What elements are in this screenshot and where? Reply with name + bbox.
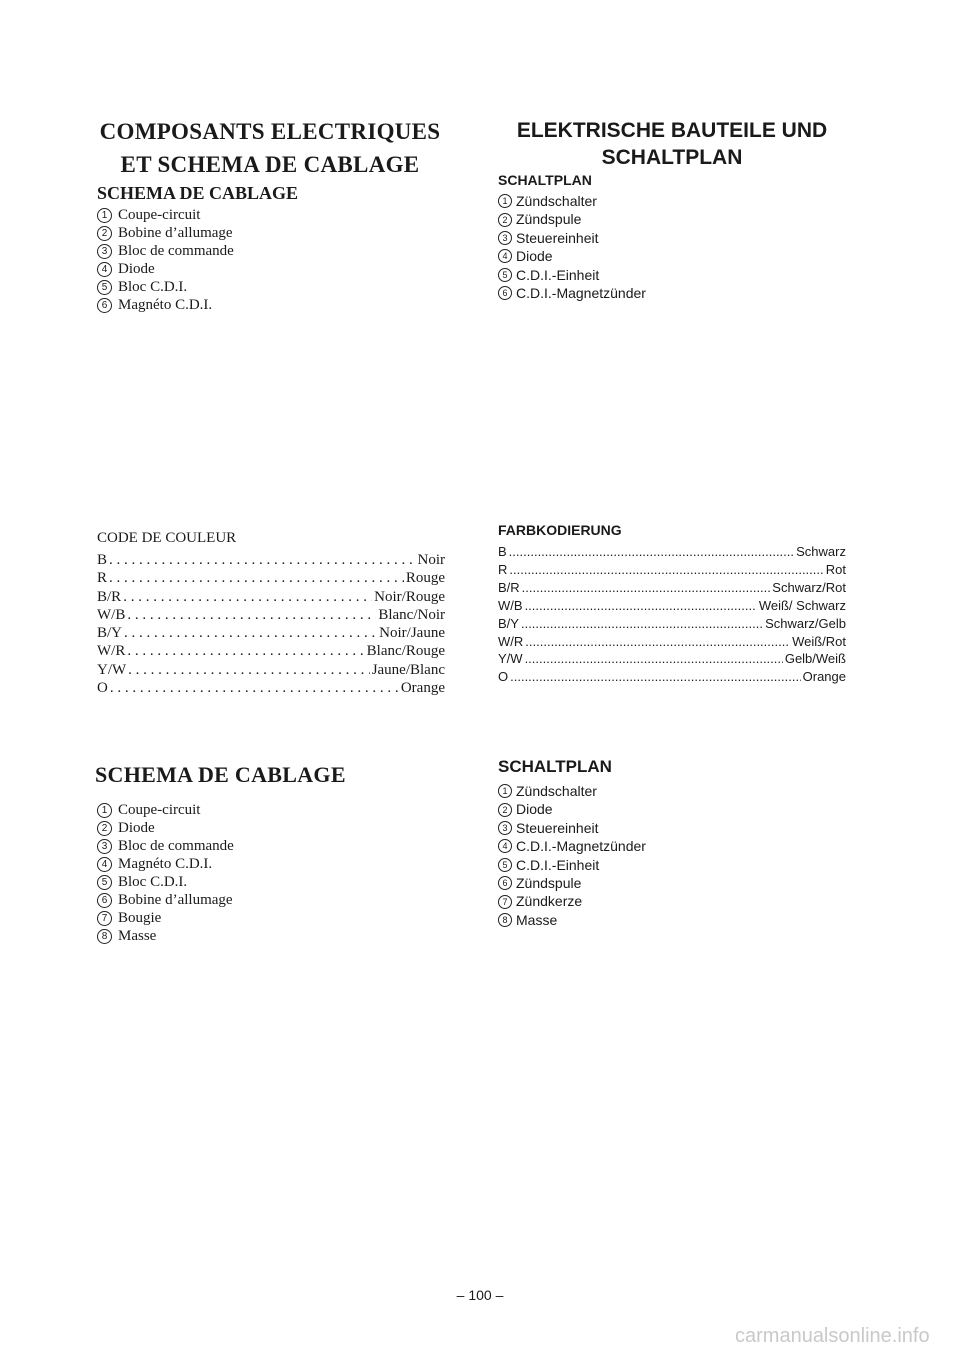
item-number: 6 [97, 893, 112, 908]
fr-component-list-1 [97, 206, 234, 314]
list-item [498, 856, 646, 874]
item-label: Zündschalter [516, 193, 597, 209]
color-code-row [97, 569, 445, 587]
leader-dots [510, 668, 801, 686]
list-item [97, 873, 234, 891]
color-code: B/Y [97, 625, 123, 642]
color-code-row [498, 543, 846, 561]
item-number: 8 [97, 929, 112, 944]
color-code-row [97, 588, 445, 606]
list-item [97, 855, 234, 873]
list-item [498, 266, 646, 284]
item-label: Zündkerze [516, 893, 583, 910]
leader-dots [509, 561, 823, 579]
list-item [97, 801, 234, 819]
list-item [97, 242, 234, 260]
item-label: Zündspule [516, 211, 582, 228]
item-label: Zündschalter [516, 783, 597, 799]
color-code-row [498, 668, 846, 686]
color-code: W/R [97, 643, 126, 660]
item-number: 5 [498, 858, 512, 872]
fr-color-code-heading: CODE DE COULEUR [97, 530, 237, 546]
color-code: B/R [498, 579, 520, 595]
color-code: R [498, 561, 508, 577]
item-label: Bobine d’allumage [118, 225, 233, 241]
watermark: carmanualsonline.info [735, 1325, 930, 1347]
item-label: Zündspule [516, 875, 582, 892]
de-color-code-table [498, 543, 846, 686]
list-item [97, 260, 234, 278]
item-number: 3 [498, 231, 512, 245]
color-code: O [97, 680, 108, 697]
leader-dots [525, 597, 757, 615]
leader-dots [522, 579, 771, 597]
fr-section-title [85, 115, 455, 181]
color-name: Noir/Rouge [374, 588, 445, 605]
list-item [498, 192, 646, 210]
color-code-row [498, 597, 846, 615]
item-label: C.D.I.-Einheit [516, 856, 600, 873]
leader-dots [521, 615, 763, 633]
item-number: 1 [97, 208, 112, 223]
item-label: Bougie [118, 910, 162, 926]
color-code-row [498, 579, 846, 597]
leader-dots [525, 633, 790, 651]
color-code: B/Y [498, 615, 519, 631]
fr-subtitle: SCHEMA DE CABLAGE [97, 183, 299, 203]
color-name: Rouge [405, 570, 445, 587]
item-label: Bloc C.D.I. [118, 874, 188, 890]
leader-dots [109, 551, 415, 569]
item-label: Diode [516, 248, 553, 265]
list-item [498, 782, 646, 800]
item-label: Bloc de commande [118, 838, 234, 854]
color-code: B/R [97, 588, 122, 605]
color-name: Orange [802, 669, 846, 685]
item-label: Steuereinheit [516, 229, 599, 246]
leader-dots [127, 606, 376, 624]
de-subtitle: SCHALTPLAN [498, 172, 592, 188]
fr-wiring-heading: SCHEMA DE CABLAGE [95, 762, 346, 787]
list-item [97, 206, 234, 224]
de-section-title [497, 117, 847, 171]
list-item [498, 247, 646, 265]
color-name: Noir [417, 552, 445, 568]
color-code: W/R [498, 633, 524, 649]
color-code: W/B [498, 597, 523, 613]
color-name: Weiß/ Schwarz [758, 597, 846, 613]
color-code-row [498, 633, 846, 651]
list-item [97, 891, 234, 909]
list-item [97, 278, 234, 296]
list-item [498, 284, 646, 302]
leader-dots [127, 642, 364, 660]
color-code-row [498, 650, 846, 668]
item-label: Masse [516, 911, 558, 928]
list-item [97, 224, 234, 242]
item-label: Diode [118, 820, 155, 836]
item-number: 7 [97, 911, 112, 926]
leader-dots [109, 569, 404, 587]
item-number: 8 [498, 913, 512, 927]
color-code: Y/W [97, 661, 127, 678]
color-code-row [498, 615, 846, 633]
list-item [97, 819, 234, 837]
color-code: R [97, 570, 108, 587]
leader-dots [128, 661, 370, 679]
item-number: 5 [97, 280, 112, 295]
item-number: 1 [498, 784, 512, 798]
color-code: B [97, 552, 108, 568]
color-code-row [97, 661, 445, 679]
fr-color-code-table [97, 551, 445, 697]
item-label: Bloc de commande [118, 243, 234, 259]
list-item [498, 210, 646, 228]
item-number: 6 [97, 298, 112, 313]
list-item [498, 911, 646, 929]
color-name: Blanc/Noir [378, 606, 445, 623]
fr-component-list-2 [97, 801, 234, 945]
item-number: 2 [97, 226, 112, 241]
item-number: 2 [498, 803, 512, 817]
item-label: Bobine d’allumage [118, 892, 233, 908]
de-color-code-heading: FARBKODIERUNG [498, 522, 622, 538]
item-label: Steuereinheit [516, 819, 599, 836]
color-name: Schwarz [796, 544, 846, 559]
de-wiring-heading: SCHALTPLAN [498, 757, 612, 776]
color-name: Schwarz/Gelb [765, 615, 846, 631]
item-label: Coupe-circuit [118, 207, 201, 223]
item-number: 4 [97, 857, 112, 872]
item-number: 1 [97, 803, 112, 818]
item-number: 7 [498, 895, 512, 909]
color-code-row [97, 606, 445, 624]
item-number: 3 [97, 839, 112, 854]
color-name: Rot [825, 561, 846, 577]
color-name: Jaune/Blanc [371, 661, 445, 678]
fr-title-line2: ET SCHEMA DE CABLAGE [120, 152, 420, 177]
list-item [498, 874, 646, 892]
item-number: 5 [498, 268, 512, 282]
item-number: 5 [97, 875, 112, 890]
color-code: B [498, 544, 507, 559]
list-item [498, 837, 646, 855]
item-label: Diode [516, 801, 553, 818]
item-label: Coupe-circuit [118, 802, 201, 818]
leader-dots [509, 543, 794, 561]
item-number: 3 [97, 244, 112, 259]
item-number: 6 [498, 876, 512, 890]
item-label: Masse [118, 928, 157, 944]
item-number: 2 [498, 213, 512, 227]
list-item [97, 927, 234, 945]
item-label: C.D.I.-Einheit [516, 266, 600, 283]
color-code: Y/W [498, 651, 523, 667]
item-label: Magnéto C.D.I. [118, 297, 213, 313]
leader-dots [525, 650, 783, 668]
item-number: 6 [498, 286, 512, 300]
item-label: Magnéto C.D.I. [118, 856, 213, 872]
item-number: 4 [498, 839, 512, 853]
list-item [97, 837, 234, 855]
page-number: – 100 – [456, 1287, 504, 1303]
color-code-row [97, 551, 445, 569]
item-number: 3 [498, 821, 512, 835]
color-code: O [498, 669, 509, 685]
color-name: Weiß/Rot [792, 633, 846, 649]
de-title-line1: ELEKTRISCHE BAUTEILE UND [516, 119, 828, 142]
color-code-row [97, 642, 445, 660]
item-number: 1 [498, 194, 512, 208]
leader-dots [124, 624, 377, 642]
color-name: Blanc/Rouge [366, 643, 445, 660]
color-name: Noir/Jaune [379, 625, 445, 642]
list-item [498, 229, 646, 247]
fr-title-line1: COMPOSANTS ELECTRIQUES [99, 119, 441, 144]
color-code: W/B [97, 606, 126, 623]
de-title-line2: SCHALTPLAN [601, 146, 743, 169]
list-item [97, 296, 234, 314]
item-number: 4 [498, 249, 512, 263]
color-code-row [498, 561, 846, 579]
item-label: Diode [118, 261, 155, 277]
list-item [498, 892, 646, 910]
color-code-row [97, 679, 445, 697]
item-label: C.D.I.-Magnetzünder [516, 838, 646, 855]
list-item [97, 909, 234, 927]
color-code-row [97, 624, 445, 642]
de-component-list-2 [498, 782, 646, 929]
de-component-list-1 [498, 192, 646, 302]
item-number: 4 [97, 262, 112, 277]
color-name: Orange [400, 680, 445, 697]
leader-dots [110, 679, 399, 697]
item-number: 2 [97, 821, 112, 836]
leader-dots [123, 588, 372, 606]
item-label: C.D.I.-Magnetzünder [516, 285, 646, 302]
item-label: Bloc C.D.I. [118, 279, 188, 295]
list-item [498, 800, 646, 818]
color-name: Gelb/Weiß [784, 651, 846, 667]
list-item [498, 819, 646, 837]
color-name: Schwarz/Rot [772, 579, 846, 595]
